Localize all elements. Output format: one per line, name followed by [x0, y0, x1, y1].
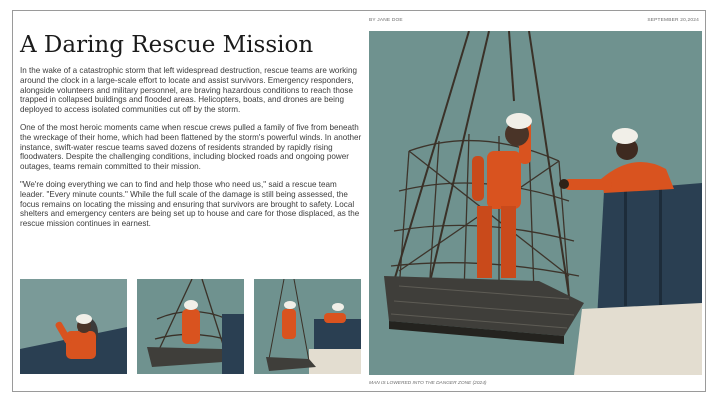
thumbnail-photo — [254, 279, 361, 374]
article-page — [12, 10, 706, 392]
article-title: A Daring Rescue Mission — [20, 32, 314, 58]
article-paragraph: One of the most heroic moments came when rescue crews pulled a family of five from beneath the wreckage of their home, which had been flattened by the storm's powerful winds. In another instance, swift-water rescue teams saved dozens of residents stranded by rapidly rising floodwaters. Despite the challenging conditions, including blocked roads and ongoing power outages, teams remain committed to their mission. — [20, 122, 362, 172]
byline: BY JANE DOE — [369, 18, 403, 23]
article-body — [20, 66, 363, 237]
article-paragraph: "We're doing everything we can to find and help those who need us," said a rescue team leader. "Every minute counts." While the full scale of the damage is still being assessed, the focus remains on locating the missing and ensuring that survivors are brought to safety. Local shelters and emergency centers are being set up to house and care for those displaced, as the rescue mission continues in earnest. — [20, 179, 360, 229]
article-paragraph: In the wake of a catastrophic storm that left widespread destruction, rescue teams are working around the clock in a large-scale effort to locate and assist survivors. Emergency responders, alongside volunteers and military personnel, are braving hazardous conditions to reach those trapped in collapsed buildings and flooded areas. Helicopters, boats, and drones are being deployed to access isolated communities cut off by the storm. — [20, 66, 357, 115]
photo-caption: MAN IS LOWERED INTO THE DANGER ZONE (2024) — [369, 381, 487, 386]
thumbnail-photo — [20, 279, 127, 374]
thumbnail-photo — [137, 279, 244, 374]
publish-date: SEPTEMBER 20,2024 — [647, 18, 699, 23]
main-photo — [369, 31, 702, 375]
